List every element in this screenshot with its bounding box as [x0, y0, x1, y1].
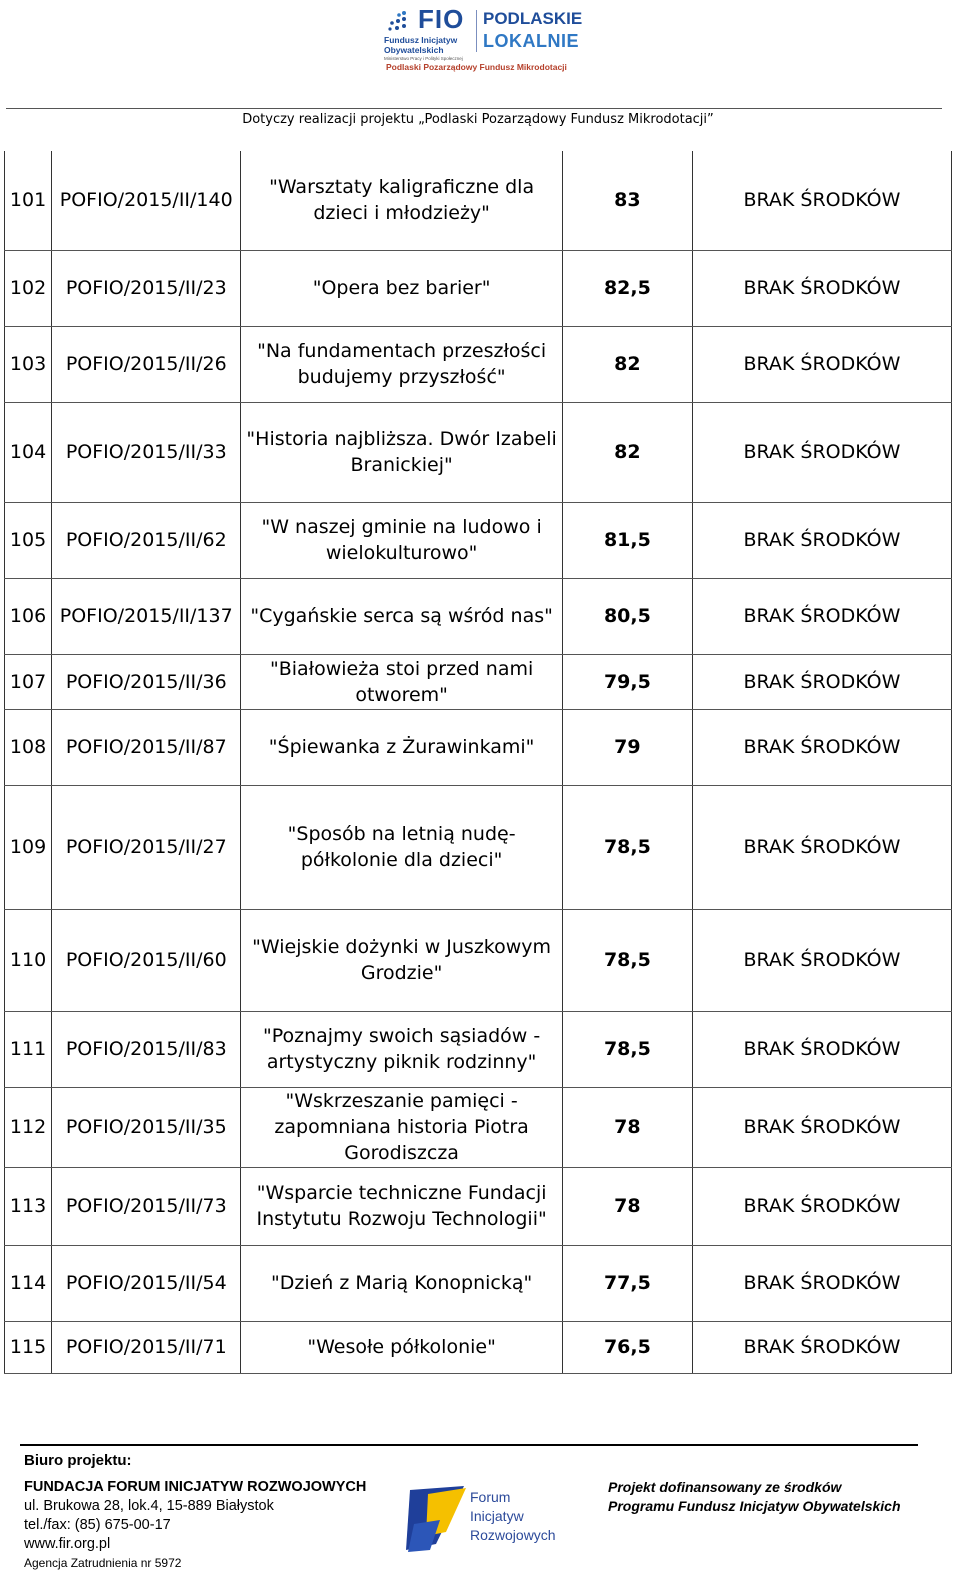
table-row	[5, 785, 952, 909]
table-row	[5, 151, 952, 250]
funding-status: BRAK ŚRODKÓW	[692, 578, 951, 654]
score: 79	[562, 709, 692, 785]
score: 78,5	[562, 1011, 692, 1087]
project-title: "Wesołe półkolonie"	[241, 1321, 562, 1373]
row-number: 115	[5, 1321, 52, 1373]
row-number: 111	[5, 1011, 52, 1087]
table-row	[5, 1167, 952, 1245]
application-number: POFIO/2015/II/140	[52, 151, 241, 250]
logo-tagline: Podlaski Pozarządowy Fundusz Mikrodotacji	[386, 62, 567, 72]
application-number: POFIO/2015/II/54	[52, 1245, 241, 1321]
table-row	[5, 654, 952, 709]
footer-website: www.fir.org.pl	[24, 1536, 111, 1552]
score: 78,5	[562, 909, 692, 1011]
funding-status: BRAK ŚRODKÓW	[692, 1087, 951, 1167]
row-number: 109	[5, 785, 52, 909]
funding-status: BRAK ŚRODKÓW	[692, 909, 951, 1011]
application-number: POFIO/2015/II/62	[52, 502, 241, 578]
funding-status: BRAK ŚRODKÓW	[692, 709, 951, 785]
results-table	[4, 151, 952, 1374]
table-row	[5, 909, 952, 1011]
table-row	[5, 1321, 952, 1373]
footer-funding-note: Projekt dofinansowany ze środków Programu Fundusz Inicjatyw Obywatelskich	[608, 1479, 901, 1514]
fio-podlaskie-logo	[380, 4, 583, 76]
forum-logo-text: Forum Inicjatyw Rozwojowych	[470, 1489, 556, 1543]
score: 78	[562, 1087, 692, 1167]
application-number: POFIO/2015/II/35	[52, 1087, 241, 1167]
row-number: 110	[5, 909, 52, 1011]
project-title: "Białowieża stoi przed nami otworem"	[241, 654, 562, 709]
project-title: "Historia najbliższa. Dwór Izabeli Branickiej"	[241, 402, 562, 502]
footer-office-heading: Biuro projektu:	[24, 1452, 132, 1469]
row-number: 102	[5, 250, 52, 326]
project-title: "Poznajmy swoich sąsiadów - artystyczny piknik rodzinny"	[241, 1011, 562, 1087]
application-number: POFIO/2015/II/73	[52, 1167, 241, 1245]
funding-status: BRAK ŚRODKÓW	[692, 250, 951, 326]
lokalnie-text: LOKALNIE	[483, 31, 579, 51]
fio-dots-icon	[384, 10, 408, 32]
project-title: "Warsztaty kaligraficzne dla dzieci i młodzieży"	[241, 151, 562, 250]
score: 78	[562, 1167, 692, 1245]
funding-status: BRAK ŚRODKÓW	[692, 151, 951, 250]
row-number: 108	[5, 709, 52, 785]
score: 82	[562, 402, 692, 502]
footer-org-name: FUNDACJA FORUM INICJATYW ROZWOJOWYCH	[24, 1479, 367, 1495]
row-number: 106	[5, 578, 52, 654]
header-subtitle: Dotyczy realizacji projektu „Podlaski Pozarządowy Fundusz Mikrodotacji”	[242, 112, 714, 127]
funding-status: BRAK ŚRODKÓW	[692, 1321, 951, 1373]
project-title: "Na fundamentach przeszłości budujemy przyszłość"	[241, 326, 562, 402]
application-number: POFIO/2015/II/33	[52, 402, 241, 502]
footer-phone: tel./fax: (85) 675-00-17	[24, 1517, 171, 1533]
funding-status: BRAK ŚRODKÓW	[692, 785, 951, 909]
row-number: 114	[5, 1245, 52, 1321]
application-number: POFIO/2015/II/23	[52, 250, 241, 326]
score: 77,5	[562, 1245, 692, 1321]
row-number: 101	[5, 151, 52, 250]
score: 83	[562, 151, 692, 250]
project-title: "Sposób na letnią nudę-półkolonie dla dzieci"	[241, 785, 562, 909]
score: 82,5	[562, 250, 692, 326]
score: 81,5	[562, 502, 692, 578]
funding-status: BRAK ŚRODKÓW	[692, 1011, 951, 1087]
application-number: POFIO/2015/II/27	[52, 785, 241, 909]
table-row	[5, 709, 952, 785]
application-number: POFIO/2015/II/60	[52, 909, 241, 1011]
application-number: POFIO/2015/II/137	[52, 578, 241, 654]
row-number: 105	[5, 502, 52, 578]
funding-status: BRAK ŚRODKÓW	[692, 402, 951, 502]
score: 82	[562, 326, 692, 402]
fio-ministry: Ministerstwo Pracy i Polityki Społecznej	[384, 56, 463, 61]
podlaskie-text: PODLASKIE	[483, 9, 583, 28]
row-number: 112	[5, 1087, 52, 1167]
application-number: POFIO/2015/II/26	[52, 326, 241, 402]
table-row	[5, 1087, 952, 1167]
header-divider	[6, 108, 942, 109]
fio-brand: FIO	[418, 4, 465, 34]
row-number: 104	[5, 402, 52, 502]
footer-agency: Agencja Zatrudnienia nr 5972	[24, 1556, 182, 1570]
application-number: POFIO/2015/II/36	[52, 654, 241, 709]
table-row	[5, 578, 952, 654]
funding-status: BRAK ŚRODKÓW	[692, 326, 951, 402]
project-title: "Śpiewanka z Żurawinkami"	[241, 709, 562, 785]
project-title: "Dzień z Marią Konopnicką"	[241, 1245, 562, 1321]
score: 78,5	[562, 785, 692, 909]
table-row	[5, 1011, 952, 1087]
logo-divider	[476, 10, 477, 52]
funding-status: BRAK ŚRODKÓW	[692, 654, 951, 709]
row-number: 107	[5, 654, 52, 709]
project-title: "Wiejskie dożynki w Juszkowym Grodzie"	[241, 909, 562, 1011]
table-row	[5, 502, 952, 578]
table-row	[5, 326, 952, 402]
row-number: 103	[5, 326, 52, 402]
score: 79,5	[562, 654, 692, 709]
project-title: "W naszej gminie na ludowo i wielokulturowo"	[241, 502, 562, 578]
footer-address: ul. Brukowa 28, lok.4, 15-889 Białystok	[24, 1498, 274, 1514]
table-row	[5, 1245, 952, 1321]
funding-status: BRAK ŚRODKÓW	[692, 502, 951, 578]
footer-address-block	[24, 1478, 366, 1573]
funding-status: BRAK ŚRODKÓW	[692, 1167, 951, 1245]
table-row	[5, 250, 952, 326]
project-title: "Wsparcie techniczne Fundacji Instytutu Rozwoju Technologii"	[241, 1167, 562, 1245]
funding-status: BRAK ŚRODKÓW	[692, 1245, 951, 1321]
score: 76,5	[562, 1321, 692, 1373]
row-number: 113	[5, 1167, 52, 1245]
project-title: "Opera bez barier"	[241, 250, 562, 326]
score: 80,5	[562, 578, 692, 654]
application-number: POFIO/2015/II/87	[52, 709, 241, 785]
footer-divider	[20, 1444, 918, 1446]
application-number: POFIO/2015/II/83	[52, 1011, 241, 1087]
fio-name: Fundusz Inicjatyw Obywatelskich	[384, 35, 458, 55]
application-number: POFIO/2015/II/71	[52, 1321, 241, 1373]
project-title: "Cygańskie serca są wśród nas"	[241, 578, 562, 654]
table-row	[5, 402, 952, 502]
project-title: "Wskrzeszanie pamięci - zapomniana historia Piotra Gorodiszcza	[241, 1087, 562, 1167]
